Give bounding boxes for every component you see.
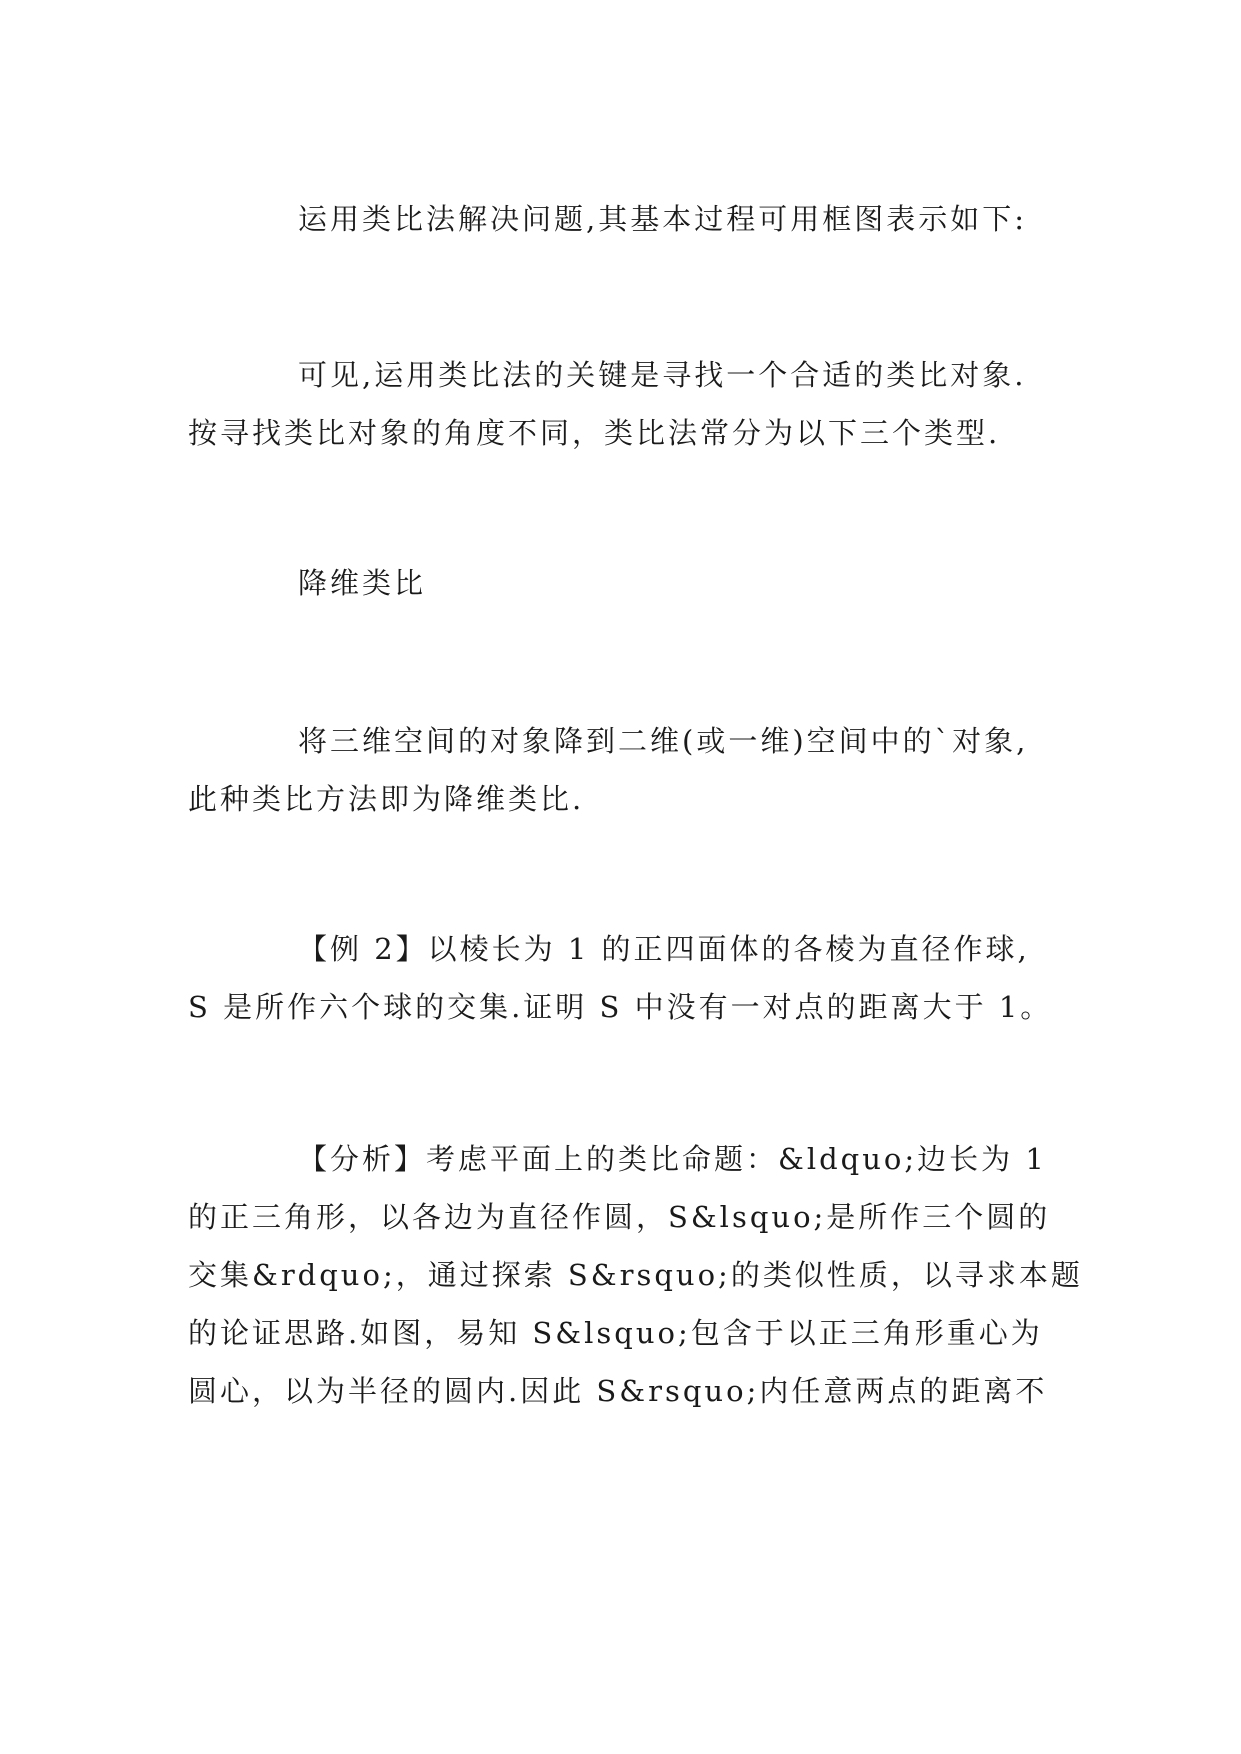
paragraph-dimension-reduction-definition [188,712,1068,828]
paragraph-example-2 [188,920,1068,1036]
text-line: 可见,运用类比法的关键是寻找一个合适的类比对象. [298,358,1027,392]
section-heading-dimension-reduction [188,554,1068,612]
text-line: 运用类比法解决问题,其基本过程可用框图表示如下: [298,202,1027,236]
paragraph-analysis [188,1130,1083,1420]
text-line: 的正三角形，以各边为直径作圆，S&lsquo;是所作三个圆的 [188,1200,1051,1234]
text-line: 将三维空间的对象降到二维(或一维)空间中的`对象, [298,724,1029,758]
text-line: 按寻找类比对象的角度不同，类比法常分为以下三个类型. [188,416,1001,450]
text-line: 的论证思路.如图，易知 S&lsquo;包含于以正三角形重心为 [188,1316,1043,1350]
paragraph-framework-intro [188,190,1068,248]
text-line: 交集&rdquo;，通过探索 S&rsquo;的类似性质，以寻求本题 [188,1258,1083,1292]
text-line: 圆心，以为半径的圆内.因此 S&rsquo;内任意两点的距离不 [188,1374,1048,1408]
text-line: S 是所作六个球的交集.证明 S 中没有一对点的距离大于 1。 [188,990,1053,1024]
text-line: 降维类比 [298,566,427,600]
paragraph-key-point [188,346,1068,462]
text-line: 【例 2】以棱长为 1 的正四面体的各棱为直径作球, [298,932,1030,966]
text-line: 【分析】考虑平面上的类比命题：&ldquo;边长为 1 [298,1142,1047,1176]
text-line: 此种类比方法即为降维类比. [188,782,585,816]
